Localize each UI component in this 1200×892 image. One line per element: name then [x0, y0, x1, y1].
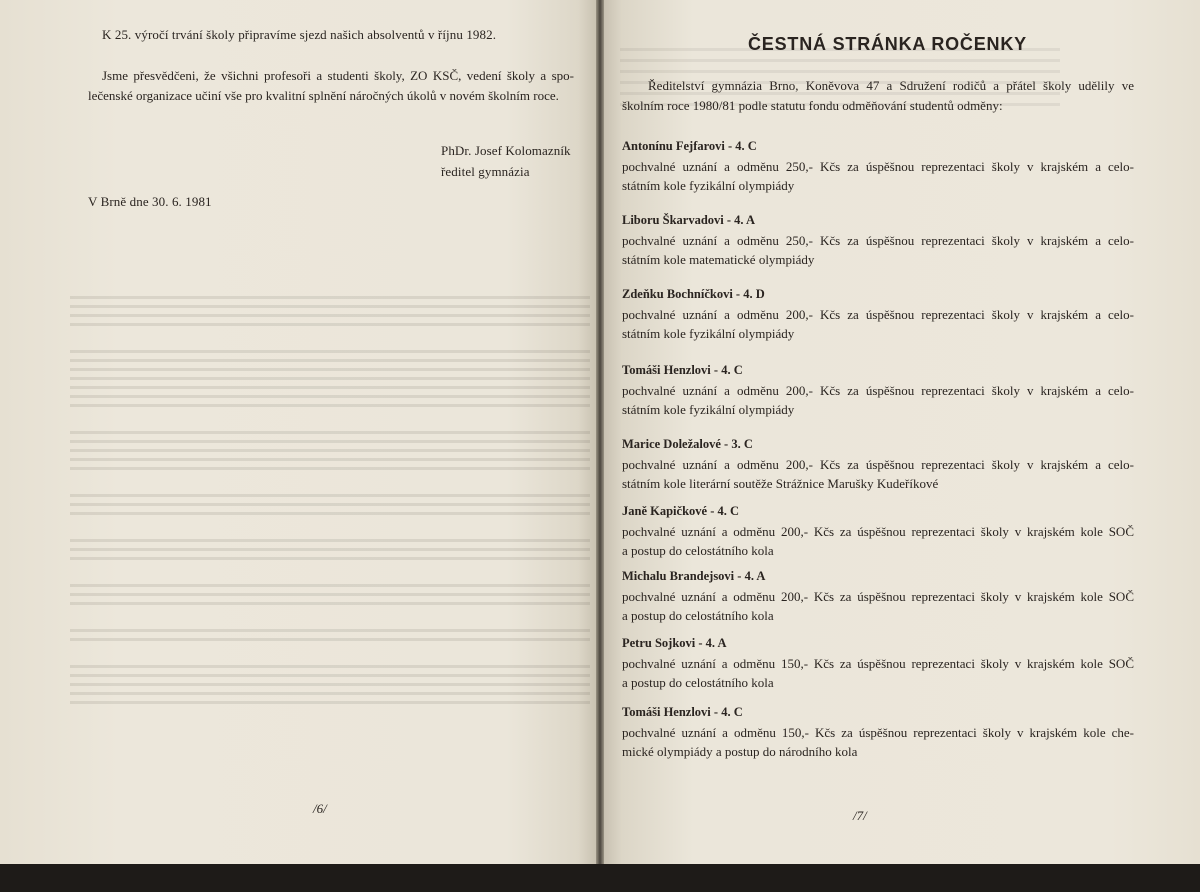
conviction-paragraph: [88, 66, 574, 106]
left-page: [0, 0, 596, 892]
page-number: /7/: [853, 808, 867, 823]
place-date: V Brně dne 30. 6. 1981: [88, 194, 212, 209]
scan-background-edge: [0, 864, 1200, 892]
award-entry: [622, 502, 1134, 560]
award-text: pochvalné uznání a odměnu 200,- Kčs za úspěšnou reprezentaci školy v krajském a celo-: [622, 383, 1134, 398]
award-text: státním kole fyzikální olympiády: [622, 326, 795, 341]
award-text: pochvalné uznání a odměnu 150,- Kčs za úspěšnou reprezentaci školy v krajském kole che-: [622, 725, 1134, 740]
award-recipient: Tomáši Henzlovi - 4. C: [622, 705, 743, 719]
award-recipient: Michalu Brandejsovi - 4. A: [622, 569, 766, 583]
signature-role: ředitel gymnázia: [441, 164, 530, 179]
award-entry: [622, 435, 1134, 493]
award-recipient: Petru Sojkovi - 4. A: [622, 636, 727, 650]
signature-name: PhDr. Josef Kolomazník: [441, 143, 571, 158]
paragraph-line: školním roce 1980/81 podle statutu fondu odměňování studentů odměny:: [622, 98, 1003, 113]
award-text: pochvalné uznání a odměnu 150,- Kčs za úspěšnou reprezentaci školy v krajském kole SOČ: [622, 656, 1134, 671]
award-text: a postup do celostátního kola: [622, 675, 774, 690]
paragraph-line: lečenské organizace učiní vše pro kvalitní splnění náročných úkolů v novém školním roce.: [88, 88, 559, 103]
award-text: pochvalné uznání a odměnu 250,- Kčs za úspěšnou reprezentaci školy v krajském a celo-: [622, 233, 1134, 248]
award-recipient: Zdeňku Bochníčkovi - 4. D: [622, 287, 765, 301]
book-gutter: [596, 0, 604, 892]
award-text: státním kole matematické olympiády: [622, 252, 815, 267]
page-number: /6/: [313, 801, 327, 816]
award-entry: [622, 211, 1134, 269]
award-text: pochvalné uznání a odměnu 200,- Kčs za úspěšnou reprezentaci školy v krajském kole SOČ: [622, 589, 1134, 604]
award-entry: [622, 137, 1134, 195]
page-title: ČESTNÁ STRÁNKA ROČENKY: [748, 34, 1027, 54]
award-text: a postup do celostátního kola: [622, 543, 774, 558]
award-text: pochvalné uznání a odměnu 200,- Kčs za úspěšnou reprezentaci školy v krajském a celo-: [622, 307, 1134, 322]
award-recipient: Marice Doležalové - 3. C: [622, 437, 753, 451]
paragraph-line: Ředitelství gymnázia Brno, Koněvova 47 a Sdružení rodičů a přátel školy udělily ve: [648, 78, 1134, 93]
intro-paragraph: [622, 76, 1134, 116]
award-recipient: Tomáši Henzlovi - 4. C: [622, 363, 743, 377]
paragraph-line: Jsme přesvědčeni, že všichni profesoři a studenti školy, ZO KSČ, vedení školy a spo-: [102, 68, 574, 83]
award-text: pochvalné uznání a odměnu 250,- Kčs za úspěšnou reprezentaci školy v krajském a celo-: [622, 159, 1134, 174]
award-text: státním kole fyzikální olympiády: [622, 178, 795, 193]
award-recipient: Janě Kapičkové - 4. C: [622, 504, 740, 518]
award-text: pochvalné uznání a odměnu 200,- Kčs za úspěšnou reprezentaci školy v krajském a celo-: [622, 457, 1134, 472]
award-recipient: Liboru Škarvadovi - 4. A: [622, 213, 756, 227]
award-text: pochvalné uznání a odměnu 200,- Kčs za úspěšnou reprezentaci školy v krajském kole SOČ: [622, 524, 1134, 539]
show-through-text: [70, 290, 590, 710]
award-entry: [622, 567, 1134, 625]
award-entry: [622, 361, 1134, 419]
award-text: státním kole fyzikální olympiády: [622, 402, 795, 417]
award-entry: [622, 634, 1134, 692]
award-text: a postup do celostátního kola: [622, 608, 774, 623]
reunion-text: K 25. výročí trvání školy připravíme sjezd našich absolventů v říjnu 1982.: [102, 27, 497, 42]
award-entry: [622, 285, 1134, 343]
award-recipient: Antonínu Fejfarovi - 4. C: [622, 139, 757, 153]
award-text: státním kole literární soutěže Strážnice Marušky Kudeříkové: [622, 476, 939, 491]
award-text: mické olympiády a postup do národního kola: [622, 744, 858, 759]
award-entry: [622, 703, 1134, 761]
